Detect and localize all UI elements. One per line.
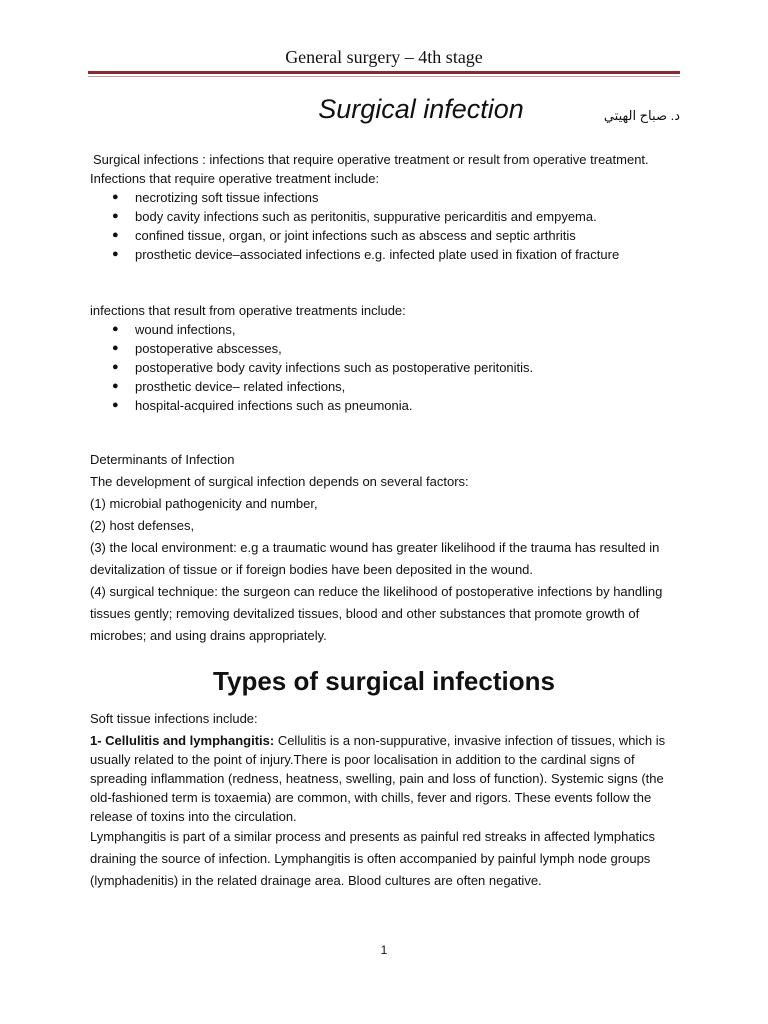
document-title: Surgical infection — [318, 94, 524, 124]
list-item: ● body cavity infections such as peritonitis, suppurative pericarditis and empyema. — [112, 209, 597, 224]
list-item: ● wound infections, — [112, 322, 236, 337]
bullet-icon: ● — [112, 229, 119, 241]
list-item: ● hospital-acquired infections such as pneumonia. — [112, 398, 413, 413]
bullet-icon: ● — [112, 191, 119, 203]
list-item: ● prosthetic device–associated infections e.g. infected plate used in fixation of fracture — [112, 247, 620, 262]
soft-tissue-intro: Soft tissue infections include: — [90, 711, 258, 726]
section-heading-types: Types of surgical infections — [213, 666, 555, 696]
lymphangitis-paragraph: Lymphangitis is part of a similar process and presents as painful red streaks in affected lymphatics draining the source of infection. Lymphangitis is often accompanied by painful lymph node groups (lymphadenitis) in the related drainage area. Blood cultures are often negative. — [90, 829, 656, 888]
bullet-icon: ● — [112, 210, 119, 222]
page-number: 1 — [380, 943, 388, 957]
definition-paragraph: Surgical infections : infections that require operative treatment or result from operative treatment. — [93, 152, 649, 167]
bullet-icon: ● — [112, 248, 119, 260]
list-item: ● confined tissue, organ, or joint infections such as abscess and septic arthritis — [112, 228, 576, 243]
cellulitis-label: 1- Cellulitis and lymphangitis: — [90, 733, 275, 748]
factor-3: (3) the local environment: e.g a traumatic wound has greater likelihood if the trauma has resulted in devitalization of tissue or if foreign bodies have been deposited in the wound. — [90, 540, 660, 577]
types-section — [90, 709, 680, 892]
header-rule-thin — [88, 76, 680, 77]
list-item: ● postoperative body cavity infections such as postoperative peritonitis. — [112, 360, 534, 375]
bullet-icon: ● — [112, 342, 119, 354]
intro-section — [90, 150, 680, 264]
determinants-heading: Determinants of Infection — [90, 452, 235, 467]
result-list — [90, 320, 680, 415]
factor-2: (2) host defenses, — [90, 518, 195, 533]
require-heading: Infections that require operative treatment include: — [90, 171, 380, 186]
list-item: ● prosthetic device– related infections, — [112, 379, 346, 394]
bullet-icon: ● — [112, 380, 119, 392]
factor-1: (1) microbial pathogenicity and number, — [90, 496, 318, 511]
determinants-intro: The development of surgical infection depends on several factors: — [90, 474, 469, 489]
cellulitis-text: Cellulitis is a non-suppurative, invasive infection of tissues, which is usually related to the point of injury.There is poor localisation in addition to the cardinal signs of spreading inflammation (redness, heatness, swelling, pain and loss of function). Systemic signs (the old-fashioned term is toxaemia) are common, with chills, fever and rigors. These events follow the release of toxins into the circulation. — [90, 733, 666, 824]
factor-4: (4) surgical technique: the surgeon can reduce the likelihood of postoperative infections by handling tissues gently; removing devitalized tissues, blood and other substances that promote growth of microbes; and using drains appropriately. — [90, 584, 663, 643]
list-item: ● postoperative abscesses, — [112, 341, 282, 356]
result-heading: infections that result from operative treatments include: — [90, 303, 406, 318]
determinants-section — [90, 449, 680, 647]
cellulitis-paragraph — [90, 731, 680, 826]
author-name: د. صباح الهيتي — [603, 108, 680, 123]
bullet-icon: ● — [112, 323, 119, 335]
list-item: ● necrotizing soft tissue infections — [112, 190, 319, 205]
header-rule — [88, 71, 680, 74]
result-section — [90, 301, 680, 415]
bullet-icon: ● — [112, 399, 119, 411]
bullet-icon: ● — [112, 361, 119, 373]
require-list — [90, 188, 680, 264]
running-header: General surgery – 4th stage — [285, 47, 483, 67]
